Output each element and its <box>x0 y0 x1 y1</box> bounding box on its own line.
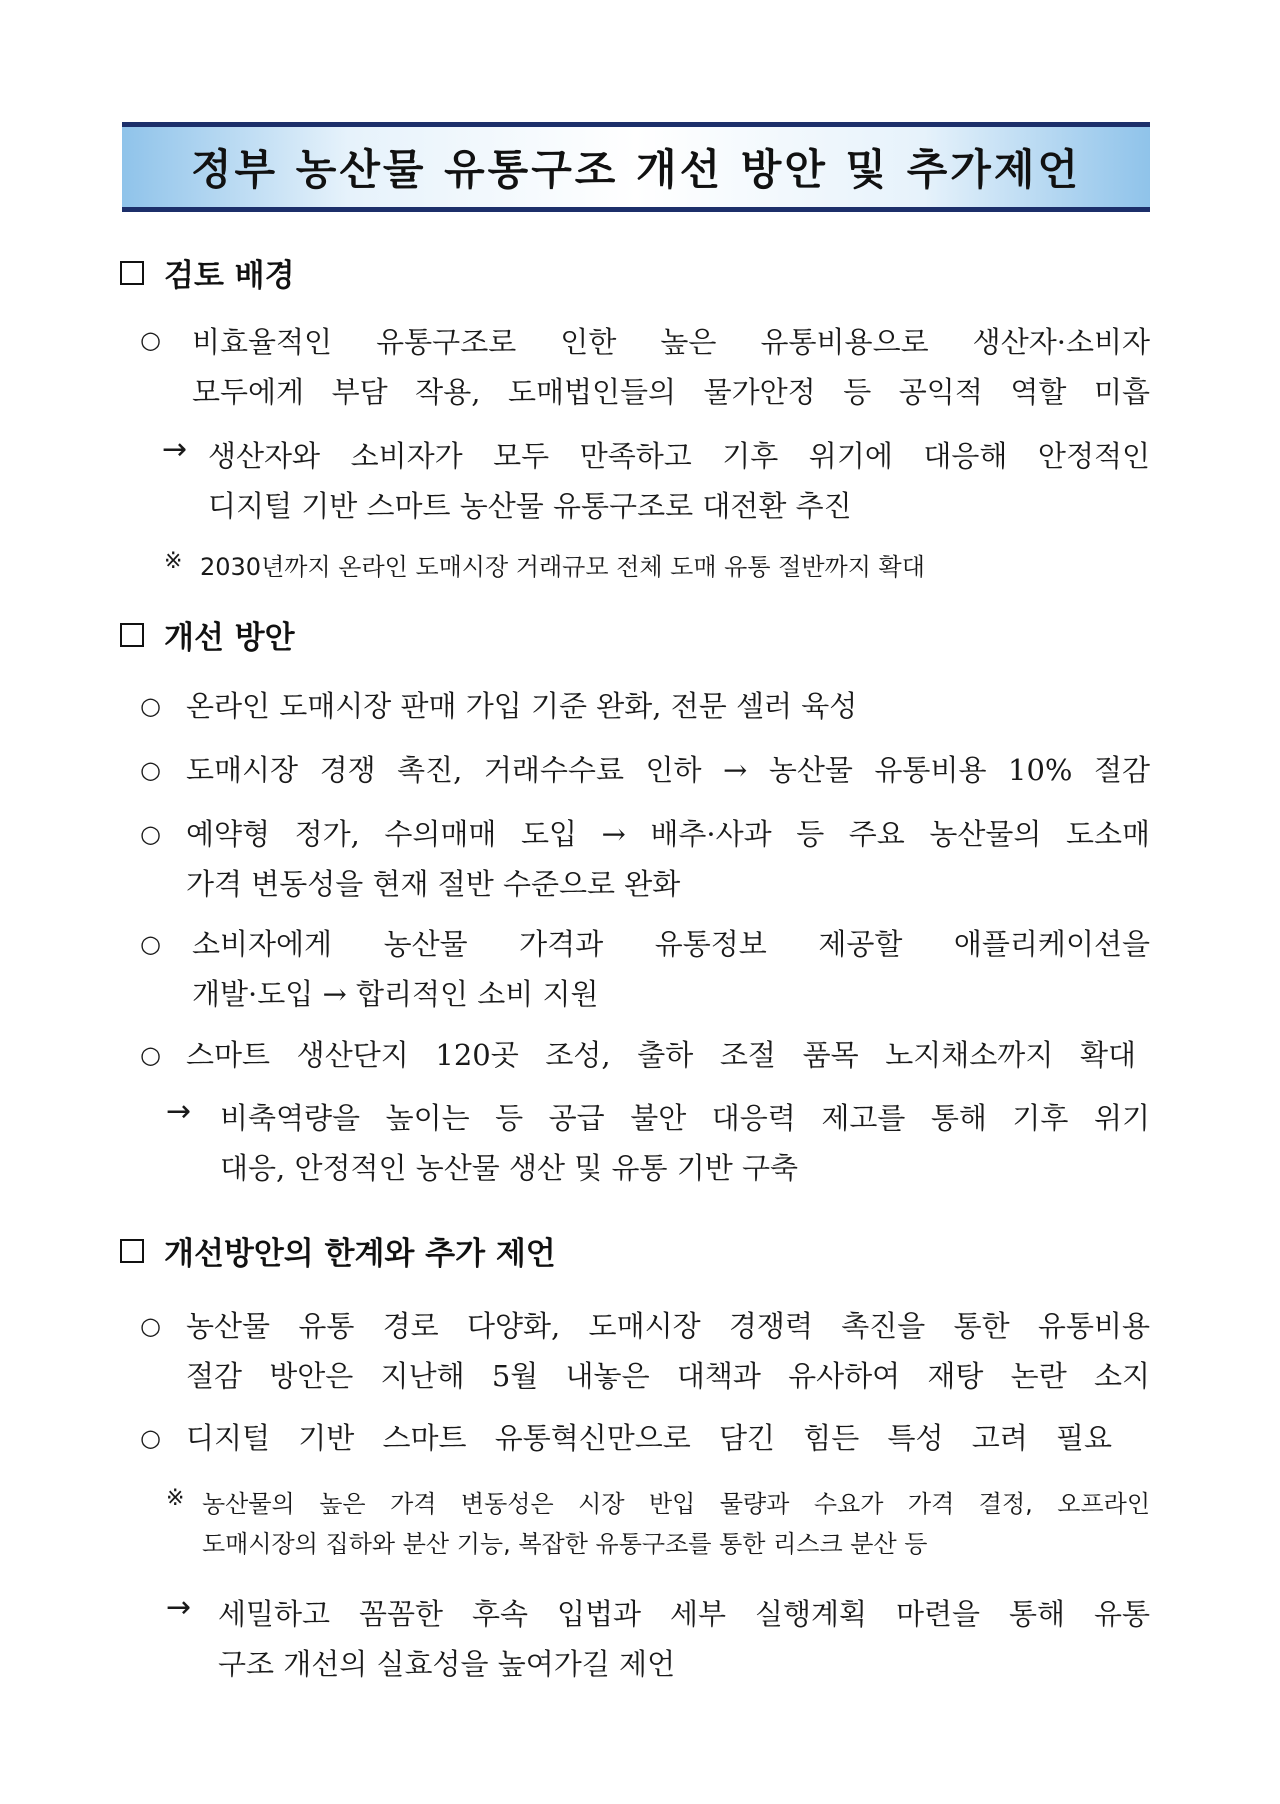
paragraph-line: 개발·도입 → 합리적인 소비 지원 <box>192 977 599 1011</box>
document-title: 정부 농산물 유통구조 개선 방안 및 추가제언 <box>190 145 1082 194</box>
note-line: 도매시장의 집하와 분산 기능, 복잡한 유통구조를 통한 리스크 분산 등 <box>202 1530 928 1558</box>
note-line: 농산물의 높은 가격 변동성은 시장 반입 물량과 수요가 가격 결정, 오프라인 <box>202 1490 1150 1518</box>
bullet-circle-icon: ○ <box>140 326 161 354</box>
paragraph-line: 비효율적인 유통구조로 인한 높은 유통비용으로 생산자·소비자 <box>192 325 1150 359</box>
paragraph-line: 스마트 생산단지 120곳 조성, 출하 조절 품목 노지채소까지 확대 <box>186 1038 1136 1072</box>
paragraph-line: 디지털 기반 스마트 유통혁신만으로 담긴 힘든 특성 고려 필요 <box>186 1421 1112 1455</box>
checkbox-square-icon <box>120 1239 144 1263</box>
bullet-circle-icon: ○ <box>140 1424 161 1452</box>
paragraph-line: 생산자와 소비자가 모두 만족하고 기후 위기에 대응해 안정적인 <box>208 439 1150 473</box>
arrow-right-icon: → <box>166 1590 192 1625</box>
paragraph-line: 가격 변동성을 현재 절반 수준으로 완화 <box>186 867 681 901</box>
checkbox-square-icon <box>120 623 144 647</box>
paragraph-line: 비축역량을 높이는 등 공급 불안 대응력 제고를 통해 기후 위기 <box>220 1101 1150 1135</box>
note-line: 2030년까지 온라인 도매시장 거래규모 전체 도매 유통 절반까지 확대 <box>200 553 925 581</box>
bullet-circle-icon: ○ <box>140 692 161 720</box>
section-heading-limits <box>120 1228 556 1273</box>
paragraph-line: 농산물 유통 경로 다양화, 도매시장 경쟁력 촉진을 통한 유통비용 <box>186 1309 1150 1343</box>
arrow-right-icon: → <box>166 1094 192 1129</box>
bullet-circle-icon: ○ <box>140 820 161 848</box>
paragraph-line: 온라인 도매시장 판매 가입 기준 완화, 전문 셀러 육성 <box>186 689 858 723</box>
section-heading-text: 개선방안의 한계와 추가 제언 <box>164 1236 556 1272</box>
paragraph-line: 소비자에게 농산물 가격과 유통정보 제공할 애플리케이션을 <box>192 927 1150 961</box>
paragraph-line: 대응, 안정적인 농산물 생산 및 유통 기반 구축 <box>220 1151 798 1185</box>
bullet-circle-icon: ○ <box>140 756 161 784</box>
paragraph-line: 세밀하고 꼼꼼한 후속 입법과 세부 실행계획 마련을 통해 유통 <box>218 1597 1150 1631</box>
paragraph-line: 구조 개선의 실효성을 높여가길 제언 <box>218 1647 676 1681</box>
bullet-circle-icon: ○ <box>140 1041 161 1069</box>
section-heading-background <box>120 250 295 295</box>
reference-mark-icon: ※ <box>166 1486 185 1511</box>
reference-mark-icon: ※ <box>164 549 183 574</box>
section-heading-plan <box>120 612 295 657</box>
bullet-circle-icon: ○ <box>140 1312 161 1340</box>
paragraph-line: 절감 방안은 지난해 5월 내놓은 대책과 유사하여 재탕 논란 소지 <box>186 1359 1150 1393</box>
paragraph-line: 모두에게 부담 작용, 도매법인들의 물가안정 등 공익적 역할 미흡 <box>192 375 1150 409</box>
paragraph-line: 예약형 정가, 수의매매 도입 → 배추·사과 등 주요 농산물의 도소매 <box>186 817 1150 851</box>
arrow-right-icon: → <box>162 432 188 467</box>
paragraph-line: 도매시장 경쟁 촉진, 거래수수료 인하 → 농산물 유통비용 10% 절감 <box>186 753 1150 787</box>
section-heading-text: 개선 방안 <box>164 620 295 656</box>
bullet-circle-icon: ○ <box>140 930 161 958</box>
paragraph-line: 디지털 기반 스마트 농산물 유통구조로 대전환 추진 <box>208 489 852 523</box>
section-heading-text: 검토 배경 <box>164 258 295 294</box>
title-banner <box>122 122 1150 212</box>
checkbox-square-icon <box>120 261 144 285</box>
